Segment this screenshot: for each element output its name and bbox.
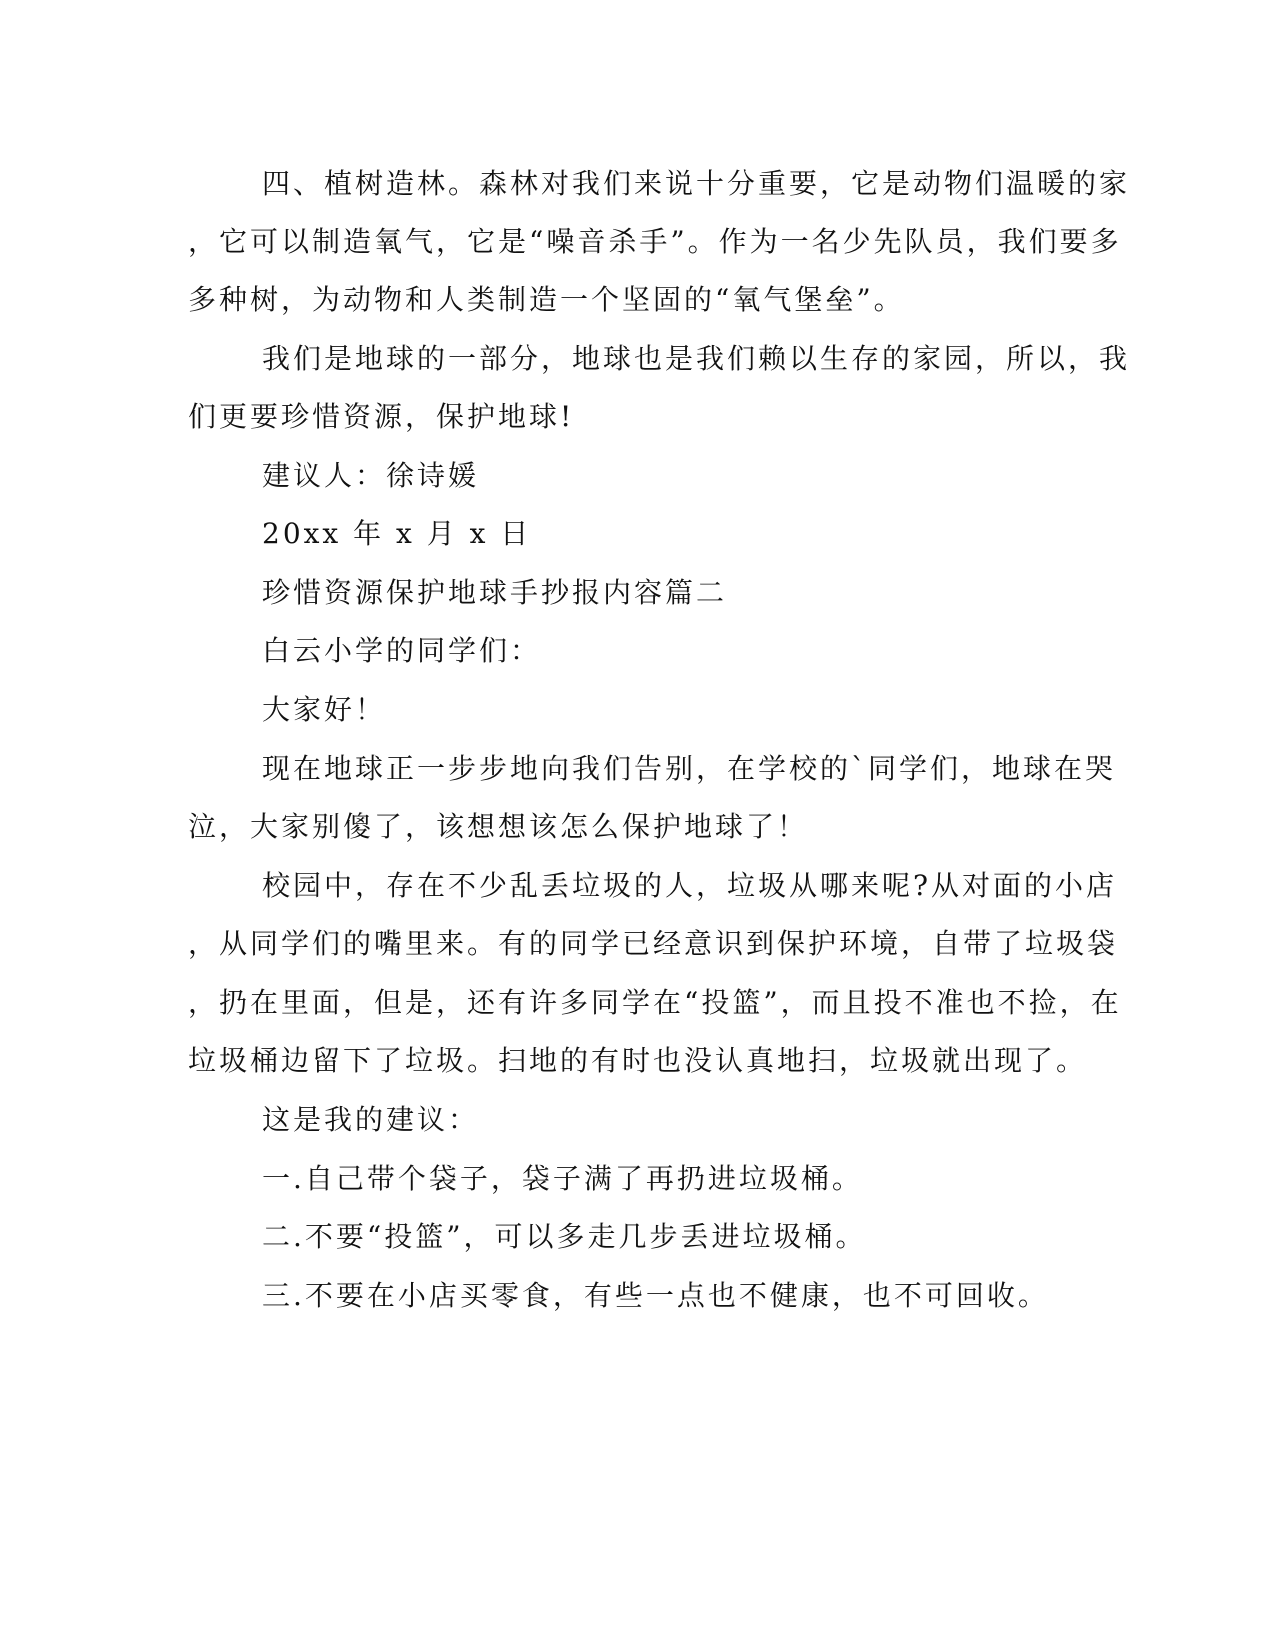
text-line: 垃圾桶边留下了垃圾。扫地的有时也没认真地扫，垃圾就出现了。 [188, 1044, 1088, 1077]
text-line: 校园中，存在不少乱丢垃圾的人，垃圾从哪来呢?从对面的小店 [262, 869, 1118, 902]
text-line: ，扔在里面，但是，还有许多同学在“投篮”，而且投不准也不捡，在 [188, 986, 1122, 1019]
text-line: 多种树，为动物和人类制造一个坚固的“氧气堡垒”。 [188, 283, 905, 316]
text-line: 们更要珍惜资源，保护地球! [188, 400, 575, 433]
section-title: 珍惜资源保护地球手抄报内容篇二 [262, 576, 728, 609]
text-line: ，它可以制造氧气，它是“噪音杀手”。作为一名少先队员，我们要多 [188, 225, 1122, 258]
signature-line: 建议人：徐诗媛 [262, 459, 480, 492]
list-item: 一.自己带个袋子，袋子满了再扔进垃圾桶。 [262, 1162, 863, 1195]
text-line: 我们是地球的一部分，地球也是我们赖以生存的家园，所以，我 [262, 342, 1131, 375]
text-line: 四、植树造林。森林对我们来说十分重要，它是动物们温暖的家 [262, 167, 1131, 200]
text-line: 泣，大家别傻了，该想想该怎么保护地球了！ [188, 810, 809, 843]
list-item: 三.不要在小店买零食，有些一点也不健康，也不可回收。 [262, 1279, 1049, 1312]
list-item: 二.不要“投篮”，可以多走几步丢进垃圾桶。 [262, 1220, 867, 1253]
text-line: ，从同学们的嘴里来。有的同学已经意识到保护环境，自带了垃圾袋 [188, 927, 1119, 960]
salutation: 白云小学的同学们： [262, 634, 542, 667]
text-line: 现在地球正一步步地向我们告别，在学校的`同学们，地球在哭 [262, 752, 1117, 785]
date-line: 20xx 年 x 月 x 日 [262, 517, 532, 550]
greeting: 大家好！ [262, 693, 387, 726]
text-line: 这是我的建议： [262, 1103, 480, 1136]
